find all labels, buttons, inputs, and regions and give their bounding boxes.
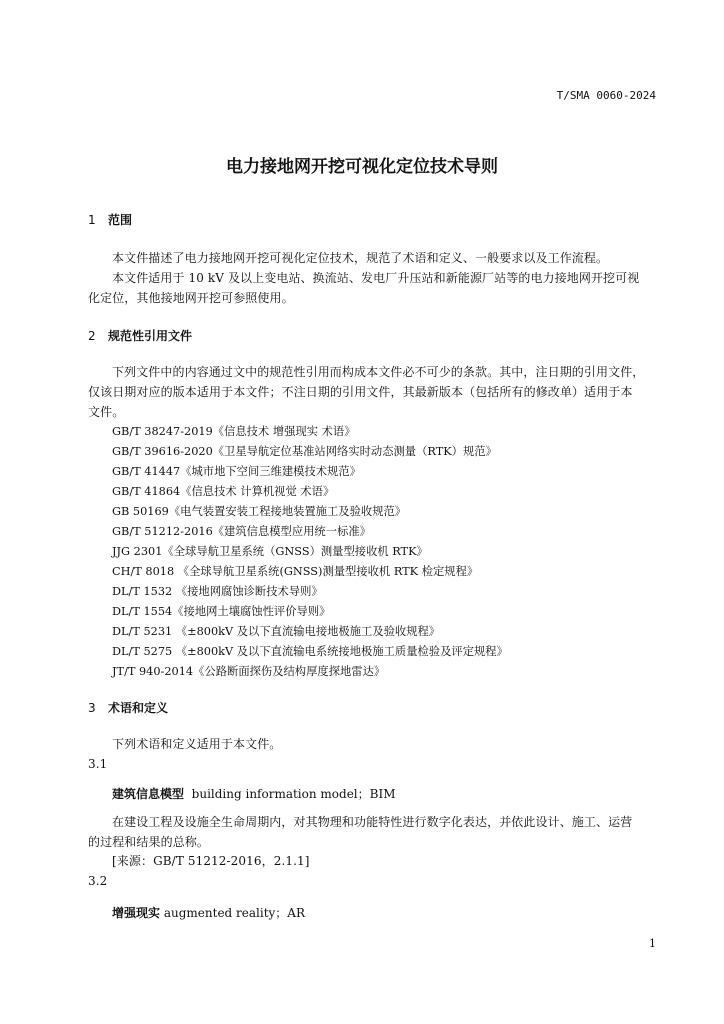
normative-intro-line-3: 文件。 <box>88 405 125 419</box>
reference-item: JJG 2301《全球导航卫星系统（GNSS）测量型接收机 RTK》 <box>112 545 428 558</box>
reference-item: GB/T 41447《城市地下空间三维建模技术规范》 <box>112 465 361 478</box>
term-definition-line-1: 在建设工程及设施全生命周期内，对其物理和功能特性进行数字化表达，并依此设计、施工、运营 <box>112 815 633 829</box>
reference-item: GB/T 41864《信息技术 计算机视觉 术语》 <box>112 485 335 498</box>
term-source: [来源：GB/T 51212-2016，2.1.1] <box>112 854 310 868</box>
term-name <box>112 904 305 921</box>
reference-item: JT/T 940-2014《公路断面探伤及结构厚度探地雷达》 <box>112 665 386 678</box>
reference-item: DL/T 1554《接地网土壤腐蚀性评价导则》 <box>112 605 331 618</box>
term-name <box>112 785 396 802</box>
reference-item: GB/T 39616-2020《卫星导航定位基准站网络实时动态测量（RTK）规范》 <box>112 445 497 458</box>
section-heading-normative-references <box>88 327 192 344</box>
reference-item: DL/T 5231 《±800kV 及以下直流输电接地极施工及验收规程》 <box>112 625 441 638</box>
section-title: 范围 <box>108 213 133 227</box>
term-definition-line-2: 的过程和结果的总称。 <box>88 835 210 849</box>
reference-item: GB/T 38247-2019《信息技术 增强现实 术语》 <box>112 425 356 438</box>
term-name-en: augmented reality；AR <box>163 906 306 920</box>
document-code: T/SMA 0060-2024 <box>556 89 656 102</box>
scope-paragraph-2-line-1: 本文件适用于 10 kV 及以上变电站、换流站、发电厂升压站和新能源厂站等的电力接地网开挖可视 <box>112 271 640 285</box>
section-heading-scope <box>88 211 132 228</box>
term-name-cn: 建筑信息模型 <box>112 787 185 801</box>
reference-item: CH/T 8018 《全球导航卫星系统(GNSS)测量型接收机 RTK 检定规程》 <box>112 565 479 578</box>
section-title: 术语和定义 <box>108 701 169 715</box>
section-number: 1 <box>88 213 96 227</box>
term-name-cn: 增强现实 <box>112 906 161 920</box>
term-name-en: building information model；BIM <box>191 787 396 801</box>
normative-intro-line-1: 下列文件中的内容通过文中的规范性引用而构成本文件必不可少的条款。其中，注日期的引用文件， <box>112 365 645 379</box>
term-number: 3.1 <box>88 757 108 771</box>
page-number: 1 <box>649 937 656 950</box>
section-title: 规范性引用文件 <box>108 329 193 343</box>
reference-item: GB/T 51212-2016《建筑信息模型应用统一标准》 <box>112 525 371 538</box>
term-number: 3.2 <box>88 874 108 888</box>
terms-intro: 下列术语和定义适用于本文件。 <box>112 737 282 751</box>
section-heading-terms-and-definitions <box>88 699 168 716</box>
reference-item: DL/T 5275 《±800kV 及以下直流输电系统接地极施工质量检验及评定规程》 <box>112 645 508 658</box>
normative-intro-line-2: 仅该日期对应的版本适用于本文件；不注日期的引用文件，其最新版本（包括所有的修改单）适用于本 <box>88 385 633 399</box>
scope-paragraph-2-line-2: 化定位，其他接地网开挖可参照使用。 <box>88 291 294 305</box>
section-number: 2 <box>88 329 96 343</box>
scope-paragraph-1: 本文件描述了电力接地网开挖可视化定位技术，规范了术语和定义、一般要求以及工作流程。 <box>112 251 609 265</box>
reference-item: DL/T 1532 《接地网腐蚀诊断技术导则》 <box>112 585 323 598</box>
page-title: 电力接地网开挖可视化定位技术导则 <box>226 157 498 177</box>
section-number: 3 <box>88 701 96 715</box>
reference-item: GB 50169《电气装置安装工程接地装置施工及验收规范》 <box>112 505 407 518</box>
